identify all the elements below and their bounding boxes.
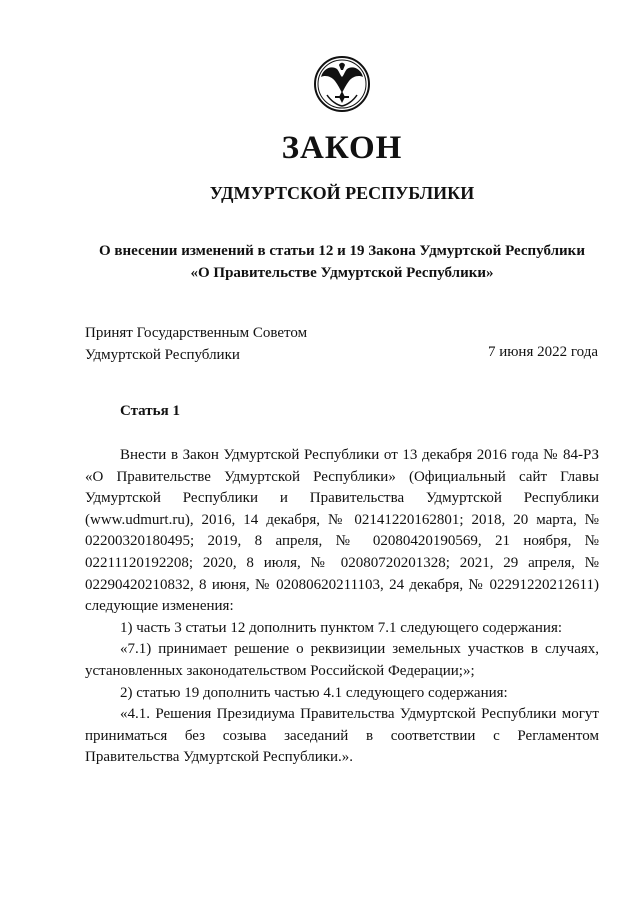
article-paragraph-2: 1) часть 3 статьи 12 дополнить пунктом 7.1 следующего содержания: [120,619,563,636]
document-title: ЗАКОН [281,130,403,166]
adoption-block [85,322,307,366]
subject-line-1: О внесении изменений в статьи 12 и 19 Закона Удмуртской Республики [99,243,585,259]
subject-line-2: «О Правительстве Удмуртской Республики» [190,265,494,281]
adoption-line-1: Принят Государственным Советом [85,325,308,341]
udmurt-coat-of-arms-icon [313,55,371,113]
article-body [85,445,599,769]
document-subject [22,240,640,284]
article-paragraph-3: «7.1) принимает решение о реквизиции земельных участков в случаях, установленных законодательством Российской Федерации;»; [85,641,599,679]
article-paragraph-5: «4.1. Решения Президиума Правительства Удмуртской Республики могут приниматься без созыва заседаний в соответствии с Регламентом Правительства Удмуртской Республики.». [85,706,599,766]
article-paragraph-1: Внести в Закон Удмуртской Республики от 13 декабря 2016 года № 84-РЗ «О Правительстве Удмуртской Республики» (Официальный сайт Главы Удмуртской Республики и Правительства Удмуртской Республики (www.udmurt.ru), 2016, 14 декабря, № 02141220162801; 2018, 20 марта, № 02200320180495; 2019, 8 апреля, № 02080420190569, 21 ноября, № 02211120192208; 2020, 8 июля, № 02080720201328; 2021, 29 апреля, № 02290420210832, 8 июня, № 02080620211103, 24 декабря, № 02291220212611) следующие изменения: [85,447,599,615]
adoption-line-2: Удмуртской Республики [85,347,240,363]
article-heading: Статья 1 [120,403,180,419]
article-paragraph-4: 2) статью 19 дополнить частью 4.1 следующего содержания: [120,684,508,701]
document-republic: УДМУРТСКОЙ РЕСПУБЛИКИ [209,183,475,203]
adoption-date: 7 июня 2022 года [487,344,598,360]
